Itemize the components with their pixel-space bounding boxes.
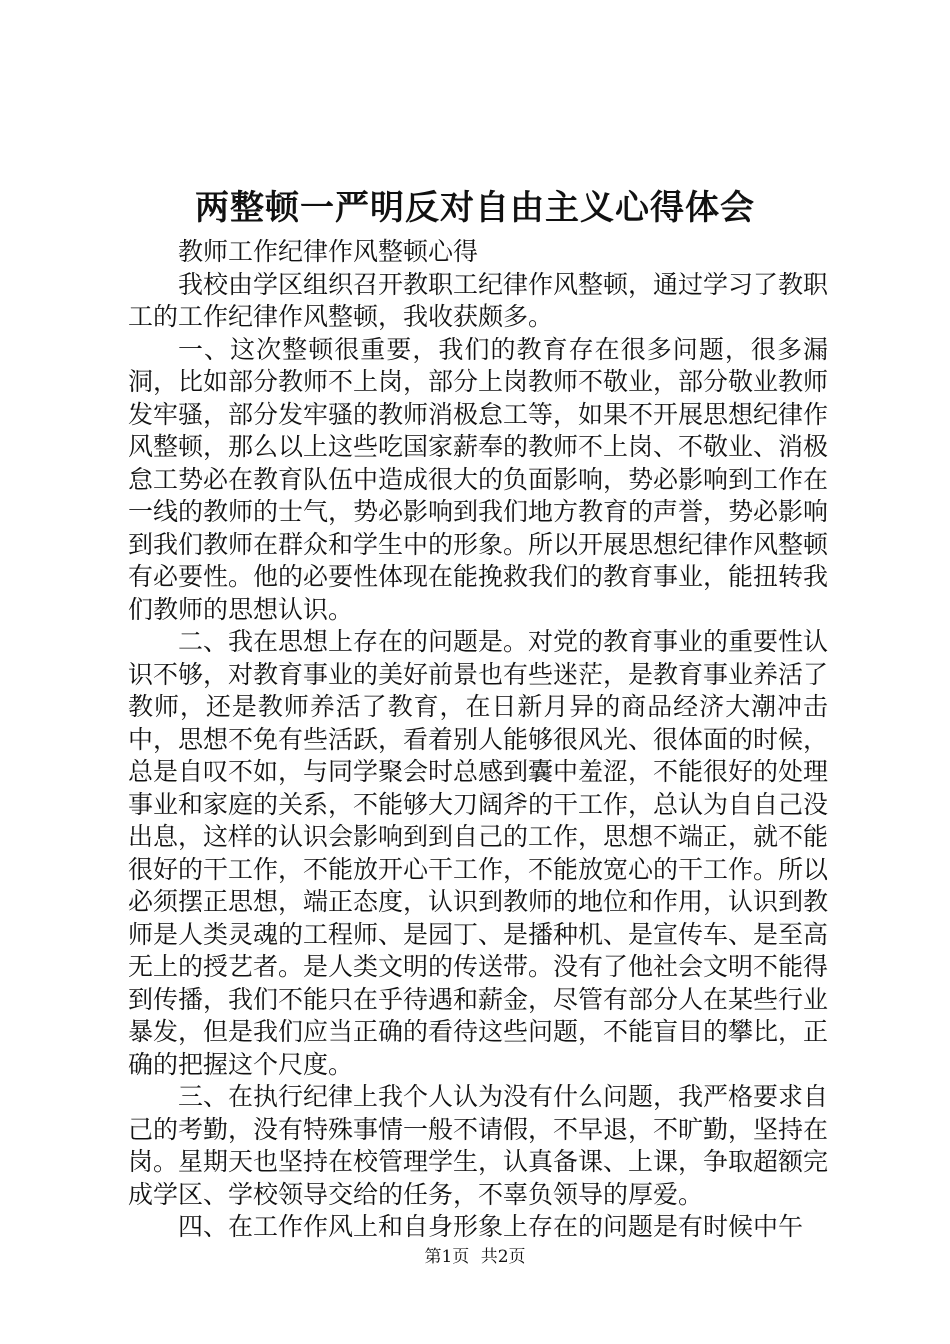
document-title: 两整顿一严明反对自由主义心得体会 <box>195 188 755 228</box>
page-total: 共2页 <box>480 1247 526 1267</box>
paragraph-intro: 我校由学区组织召开教职工纪律作风整顿，通过学习了教职工的工作纪律作风整顿，我收获颇多。 <box>128 269 829 331</box>
paragraph-section-2: 二、我在思想上存在的问题是。对党的教育事业的重要性认识不够，对教育事业的美好前景也有些迷茫，是教育事业养活了教师，还是教师养活了教育，在日新月异的商品经济大潮冲击中，思想不免有些活跃，看着别人能够很风光、很体面的时候，总是自叹不如，与同学聚会时总感到囊中羞涩，不能很好的处理事业和家庭的关系，不能够大刀阔斧的干工作，总认为自自己没出息，这样的认识会影响到到自己的工作，思想不端正，就不能很好的干工作，不能放开心干工作，不能放宽心的干工作。所以必须摆正思想，端正态度，认识到教师的地位和作用，认识到教师是人类灵魂的工程师、是园丁、是播种机、是宣传车、是至高无上的授艺者。是人类文明的传送带。没有了他社会文明不能得到传播，我们不能只在乎待遇和薪金，尽管有部分人在某些行业暴发，但是我们应当正确的看待这些问题，不能盲目的攀比，正确的把握这个尺度。 <box>128 627 829 1079</box>
page-footer <box>0 1245 950 1269</box>
paragraph-section-4: 四、在工作作风上和自身形象上存在的问题是有时候中午 <box>178 1212 804 1241</box>
document-body <box>128 236 828 1244</box>
paragraph-section-1: 一、这次整顿很重要，我们的教育存在很多问题，很多漏洞，比如部分教师不上岗，部分上岗教师不敬业，部分敬业教师发牢骚，部分发牢骚的教师消极怠工等，如果不开展思想纪律作风整顿，那么以上这些吃国家薪奉的教师不上岗、不敬业、消极怠工势必在教育队伍中造成很大的负面影响，势必影响到工作在一线的教师的士气，势必影响到我们地方教育的声誉，势必影响到我们教师在群众和学生中的形象。所以开展思想纪律作风整顿有必要性。他的必要性体现在能挽救我们的教育事业，能扭转我们教师的思想认识。 <box>128 334 829 624</box>
page-number: 第1页 <box>424 1247 470 1267</box>
paragraph-section-3: 三、在执行纪律上我个人认为没有什么问题，我严格要求自己的考勤，没有特殊事情一般不请假，不早退，不旷勤，坚持在岗。星期天也坚持在校管理学生，认真备课、上课，争取超额完成学区、学校领导交给的任务，不辜负领导的厚爱。 <box>128 1082 829 1209</box>
paragraph-subtitle: 教师工作纪律作风整顿心得 <box>178 237 479 266</box>
